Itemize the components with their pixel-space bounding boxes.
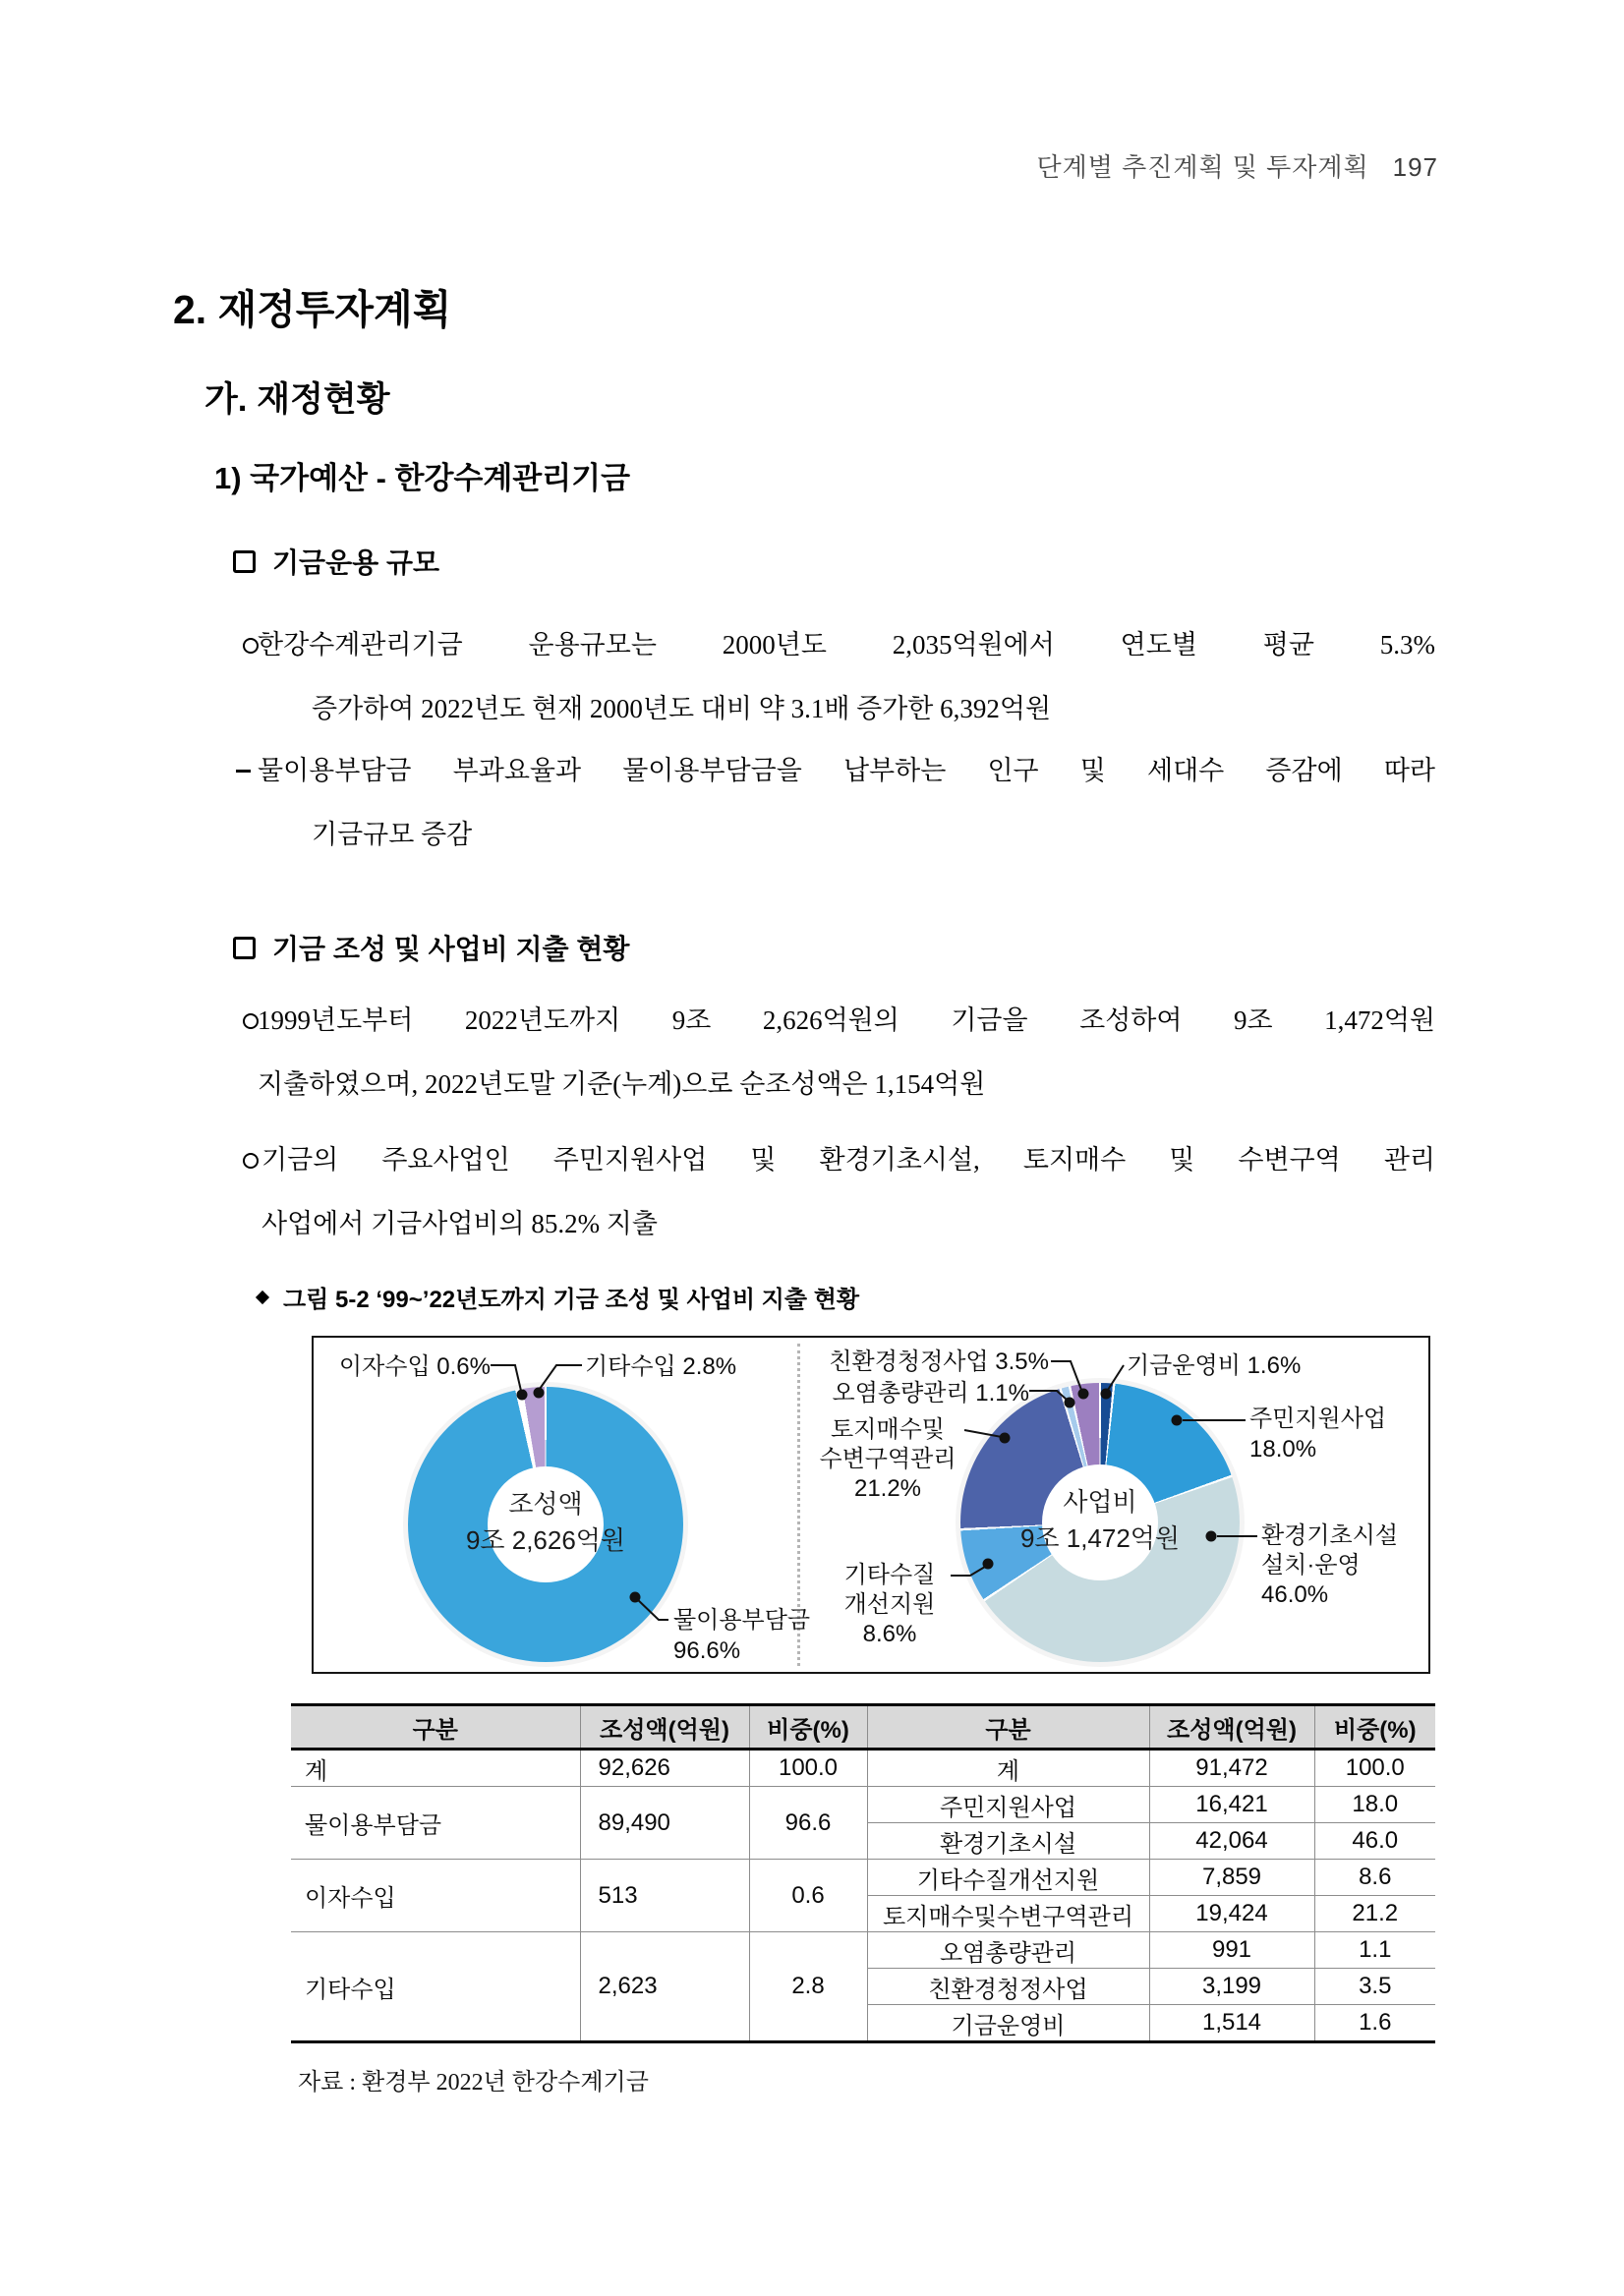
cell-pct: 8.6 [1314,1860,1435,1896]
paragraph-line: 지출하였으며, 2022년도말 기준(누계)으로 순조성액은 1,154억원 [258,1069,986,1099]
cell-label: 기타수입 [291,1932,580,2042]
source-note: 자료 : 환경부 2022년 한강수계기금 [298,2070,649,2095]
section-heading-fund-scale [233,542,439,581]
cell-label: 계 [291,1750,580,1787]
section-heading-label: 기금운용 규모 [272,547,440,578]
section-heading-fund-spending [233,928,629,967]
cell-label: 이자수입 [291,1860,580,1932]
cell-pct: 1.1 [1314,1932,1435,1969]
cell-pct: 100.0 [749,1750,867,1787]
right-donut-center-label [992,1484,1208,1557]
summary-table [291,1703,1435,2043]
square-bullet-icon [233,550,256,573]
cell-value: 7,859 [1149,1860,1314,1896]
cell-pct: 0.6 [749,1860,867,1932]
label-line: 18.0% [1249,1436,1317,1463]
label-interest-income: 이자수입 0.6% [338,1353,491,1380]
label-line: 기타수질 [843,1562,936,1588]
table-row [291,1860,1435,1896]
col-header: 구분 [867,1705,1149,1750]
title-level3: 1) 국가예산 - 한강수계관리기금 [214,461,631,495]
figure-caption [258,1280,859,1314]
cell-label: 환경기초시설 [867,1823,1149,1860]
col-header: 조성액(억원) [580,1705,749,1750]
label-line: 환경기초시설 [1261,1522,1399,1549]
cell-pct: 96.6 [749,1787,867,1860]
page-header [1037,147,1438,184]
label-line: 주민지원사업 [1249,1406,1387,1432]
cell-value: 92,626 [580,1750,749,1787]
circle-bullet-icon [243,1153,259,1169]
cell-value: 19,424 [1149,1896,1314,1932]
left-donut-center-label [437,1486,654,1559]
cell-value: 16,421 [1149,1787,1314,1823]
label-land-purchase [813,1415,962,1504]
cell-label: 기금운영비 [867,2005,1149,2042]
label-line: 토지매수및 [831,1416,945,1443]
cell-pct: 2.8 [749,1932,867,2042]
cell-label: 물이용부담금 [291,1787,580,1860]
figure-caption-text: 그림 5-2 ‘99~’22년도까지 기금 조성 및 사업비 지출 현황 [283,1287,860,1313]
label-pollution-total: 오염총량관리 1.1% [832,1380,1029,1406]
paragraph-water-charge [258,755,1435,851]
label-env-infrastructure [1261,1521,1398,1610]
paragraph-line: 기금규모 증감 [312,820,473,849]
circle-bullet-icon [243,638,259,654]
cell-label: 오염총량관리 [867,1932,1149,1969]
cell-pct: 3.5 [1314,1969,1435,2005]
col-header: 비중(%) [749,1705,867,1750]
label-other-income: 기타수입 2.8% [585,1353,737,1380]
col-header: 비중(%) [1314,1705,1435,1750]
label-line: 물이용부담금 [673,1607,811,1634]
label-resident-support [1249,1404,1386,1464]
center-value: 9조 2,626억원 [465,1525,626,1555]
square-bullet-icon [233,937,256,959]
cell-pct: 21.2 [1314,1896,1435,1932]
cell-value: 513 [580,1860,749,1932]
center-title: 사업비 [1063,1487,1137,1517]
table-header-row [291,1705,1435,1750]
section-heading-label: 기금 조성 및 사업비 지출 현황 [272,934,630,964]
paragraph-line: 1999년도부터 2022년도까지 9조 2,626억원의 기금을 조성하여 9조 1,472억원 [258,1005,1435,1035]
paragraph-fund-total [258,1004,1435,1101]
paragraph-main-projects [261,1144,1435,1240]
label-line: 개선지원 [843,1591,936,1618]
col-header: 조성액(억원) [1149,1705,1314,1750]
cell-label: 계 [867,1750,1149,1787]
label-fund-operation: 기금운영비 1.6% [1127,1352,1302,1379]
title-level1: 2. 재정투자계획 [173,287,452,332]
paragraph-line: 사업에서 기금사업비의 85.2% 지출 [261,1209,658,1238]
table-row [291,1787,1435,1823]
label-line: 21.2% [853,1475,922,1502]
cell-value: 1,514 [1149,2005,1314,2042]
cell-pct: 1.6 [1314,2005,1435,2042]
col-header: 구분 [291,1705,580,1750]
title-level2: 가. 재정현황 [204,380,390,419]
paragraph-line: 기금의 주요사업인 주민지원사업 및 환경기초시설, 토지매수 및 수변구역 관리 [261,1145,1435,1175]
label-eco-friendly: 친환경청정사업 3.5% [829,1349,1049,1375]
cell-label: 친환경청정사업 [867,1969,1149,2005]
label-line: 96.6% [673,1637,741,1664]
dash-bullet-icon [236,770,251,773]
label-line: 46.0% [1261,1581,1329,1608]
cell-value: 89,490 [580,1787,749,1860]
cell-value: 91,472 [1149,1750,1314,1787]
paragraph-line: 한강수계관리기금 운용규모는 2000년도 2,035억원에서 연도별 평균 5.3% [258,630,1435,660]
label-line: 설치·운영 [1261,1552,1361,1578]
fund-table [291,1703,1435,2043]
table-row [291,1932,1435,1969]
label-line: 8.6% [862,1621,917,1647]
table-row [291,1750,1435,1787]
circle-bullet-icon [243,1013,259,1029]
label-other-water-quality [829,1561,951,1649]
paragraph-line: 증가하여 2022년도 현재 2000년도 대비 약 3.1배 증가한 6,392억원 [312,694,1052,723]
cell-value: 991 [1149,1932,1314,1969]
cell-label: 토지매수및수변구역관리 [867,1896,1149,1932]
cell-label: 주민지원사업 [867,1787,1149,1823]
page-number: 197 [1392,152,1438,182]
label-line: 수변구역관리 [819,1446,957,1472]
label-water-use-charge [673,1605,810,1666]
diamond-bullet-icon [256,1290,269,1303]
cell-pct: 100.0 [1314,1750,1435,1787]
figure-5-2 [312,1336,1430,1674]
cell-pct: 46.0 [1314,1823,1435,1860]
running-head: 단계별 추진계획 및 투자계획 [1036,152,1369,182]
cell-value: 3,199 [1149,1969,1314,2005]
cell-value: 42,064 [1149,1823,1314,1860]
center-title: 조성액 [508,1489,583,1519]
cell-pct: 18.0 [1314,1787,1435,1823]
paragraph-fund-scale [258,629,1435,725]
center-value: 9조 1,472억원 [1019,1523,1181,1553]
cell-label: 기타수질개선지원 [867,1860,1149,1896]
paragraph-line: 물이용부담금 부과요율과 물이용부담금을 납부하는 인구 및 세대수 증감에 따라 [258,756,1435,785]
cell-value: 2,623 [580,1932,749,2042]
